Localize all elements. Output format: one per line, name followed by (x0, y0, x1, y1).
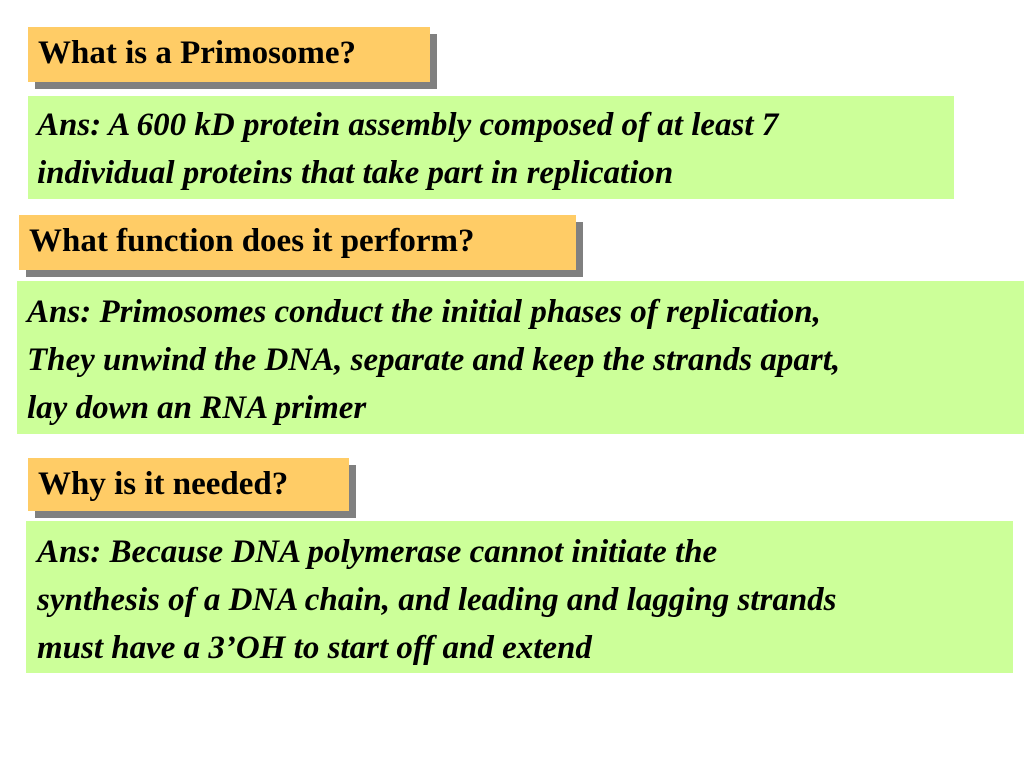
answer-line: lay down an RNA primer (27, 390, 367, 426)
question-text: What is a Primosome? (38, 35, 357, 71)
question-text: Why is it needed? (38, 466, 289, 502)
answer-line: individual proteins that take part in replication (37, 155, 674, 191)
question-box-need (28, 458, 349, 511)
answer-line: They unwind the DNA, separate and keep the strands apart, (27, 342, 841, 378)
answer-line: synthesis of a DNA chain, and leading and lagging strands (37, 582, 837, 618)
answer-box-function (17, 281, 1024, 434)
answer-line: Ans: Primosomes conduct the initial phases of replication, (27, 294, 821, 330)
answer-box-primosome (28, 96, 954, 199)
question-box-function (19, 215, 576, 270)
answer-line: Ans: Because DNA polymerase cannot initiate the (37, 534, 718, 570)
answer-line: Ans: A 600 kD protein assembly composed of at least 7 (37, 107, 779, 143)
question-box-primosome (28, 27, 430, 82)
answer-line: must have a 3’OH to start off and extend (37, 630, 592, 666)
answer-box-need (26, 521, 1013, 673)
question-text: What function does it perform? (29, 223, 475, 259)
